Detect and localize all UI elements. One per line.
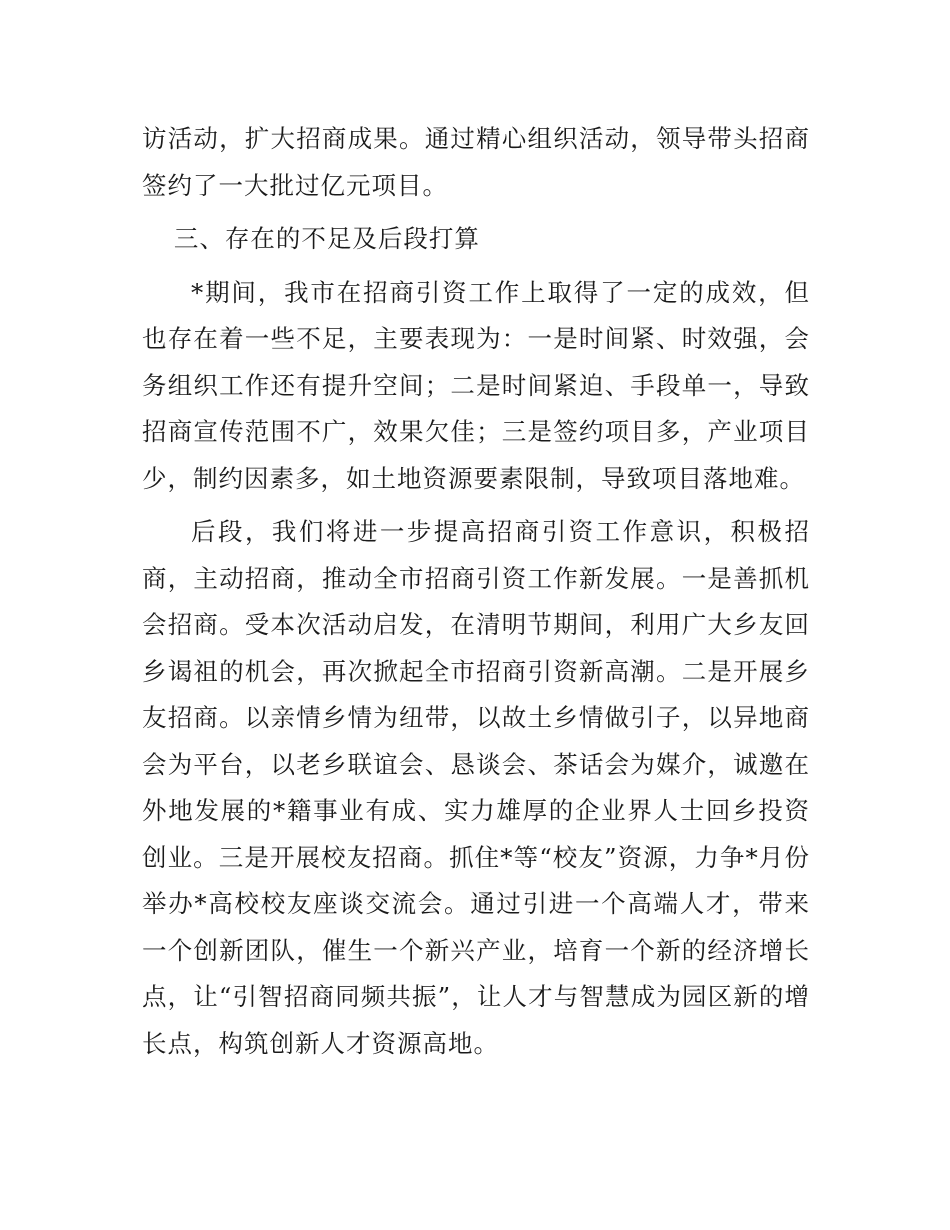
- paragraph-continuation: 访活动，扩大招商成果。通过精心组织活动，领导带头招商签约了一大批过亿元项目。: [142, 124, 810, 200]
- paragraph-shortcomings: *期间，我市在招商引资工作上取得了一定的成效，但也存在着一些不足，主要表现为：一是时间紧、时效强，会务组织工作还有提升空间；二是时间紧迫、手段单一，导致招商宣传范围不广，效果欠佳；三是签约项目多，产业项目少，制约因素多，如土地资源要素限制，导致项目落地难。: [142, 277, 810, 493]
- section-heading: 三、存在的不足及后段打算: [173, 224, 480, 253]
- document-body: [142, 116, 810, 1074]
- paragraph-next-steps: 后段，我们将进一步提高招商引资工作意识，积极招商，主动招商，推动全市招商引资工作新发展。一是善抓机会招商。受本次活动启发，在清明节期间，利用广大乡友回乡谒祖的机会，再次掀起全市招商引资新高潮。二是开展乡友招商。以亲情乡情为纽带，以故土乡情做引子，以异地商会为平台，以老乡联谊会、恳谈会、茶话会为媒介，诚邀在外地发展的*籍事业有成、实力雄厚的企业界人士回乡投资创业。三是开展校友招商。抓住*等“校友”资源，力争*月份举办*高校校友座谈交流会。通过引进一个高端人才，带来一个创新团队，催生一个新兴产业，培育一个新的经济增长点，让“引智招商同频共振”，让人才与智慧成为园区新的增长点，构筑创新人才资源高地。: [142, 517, 810, 1058]
